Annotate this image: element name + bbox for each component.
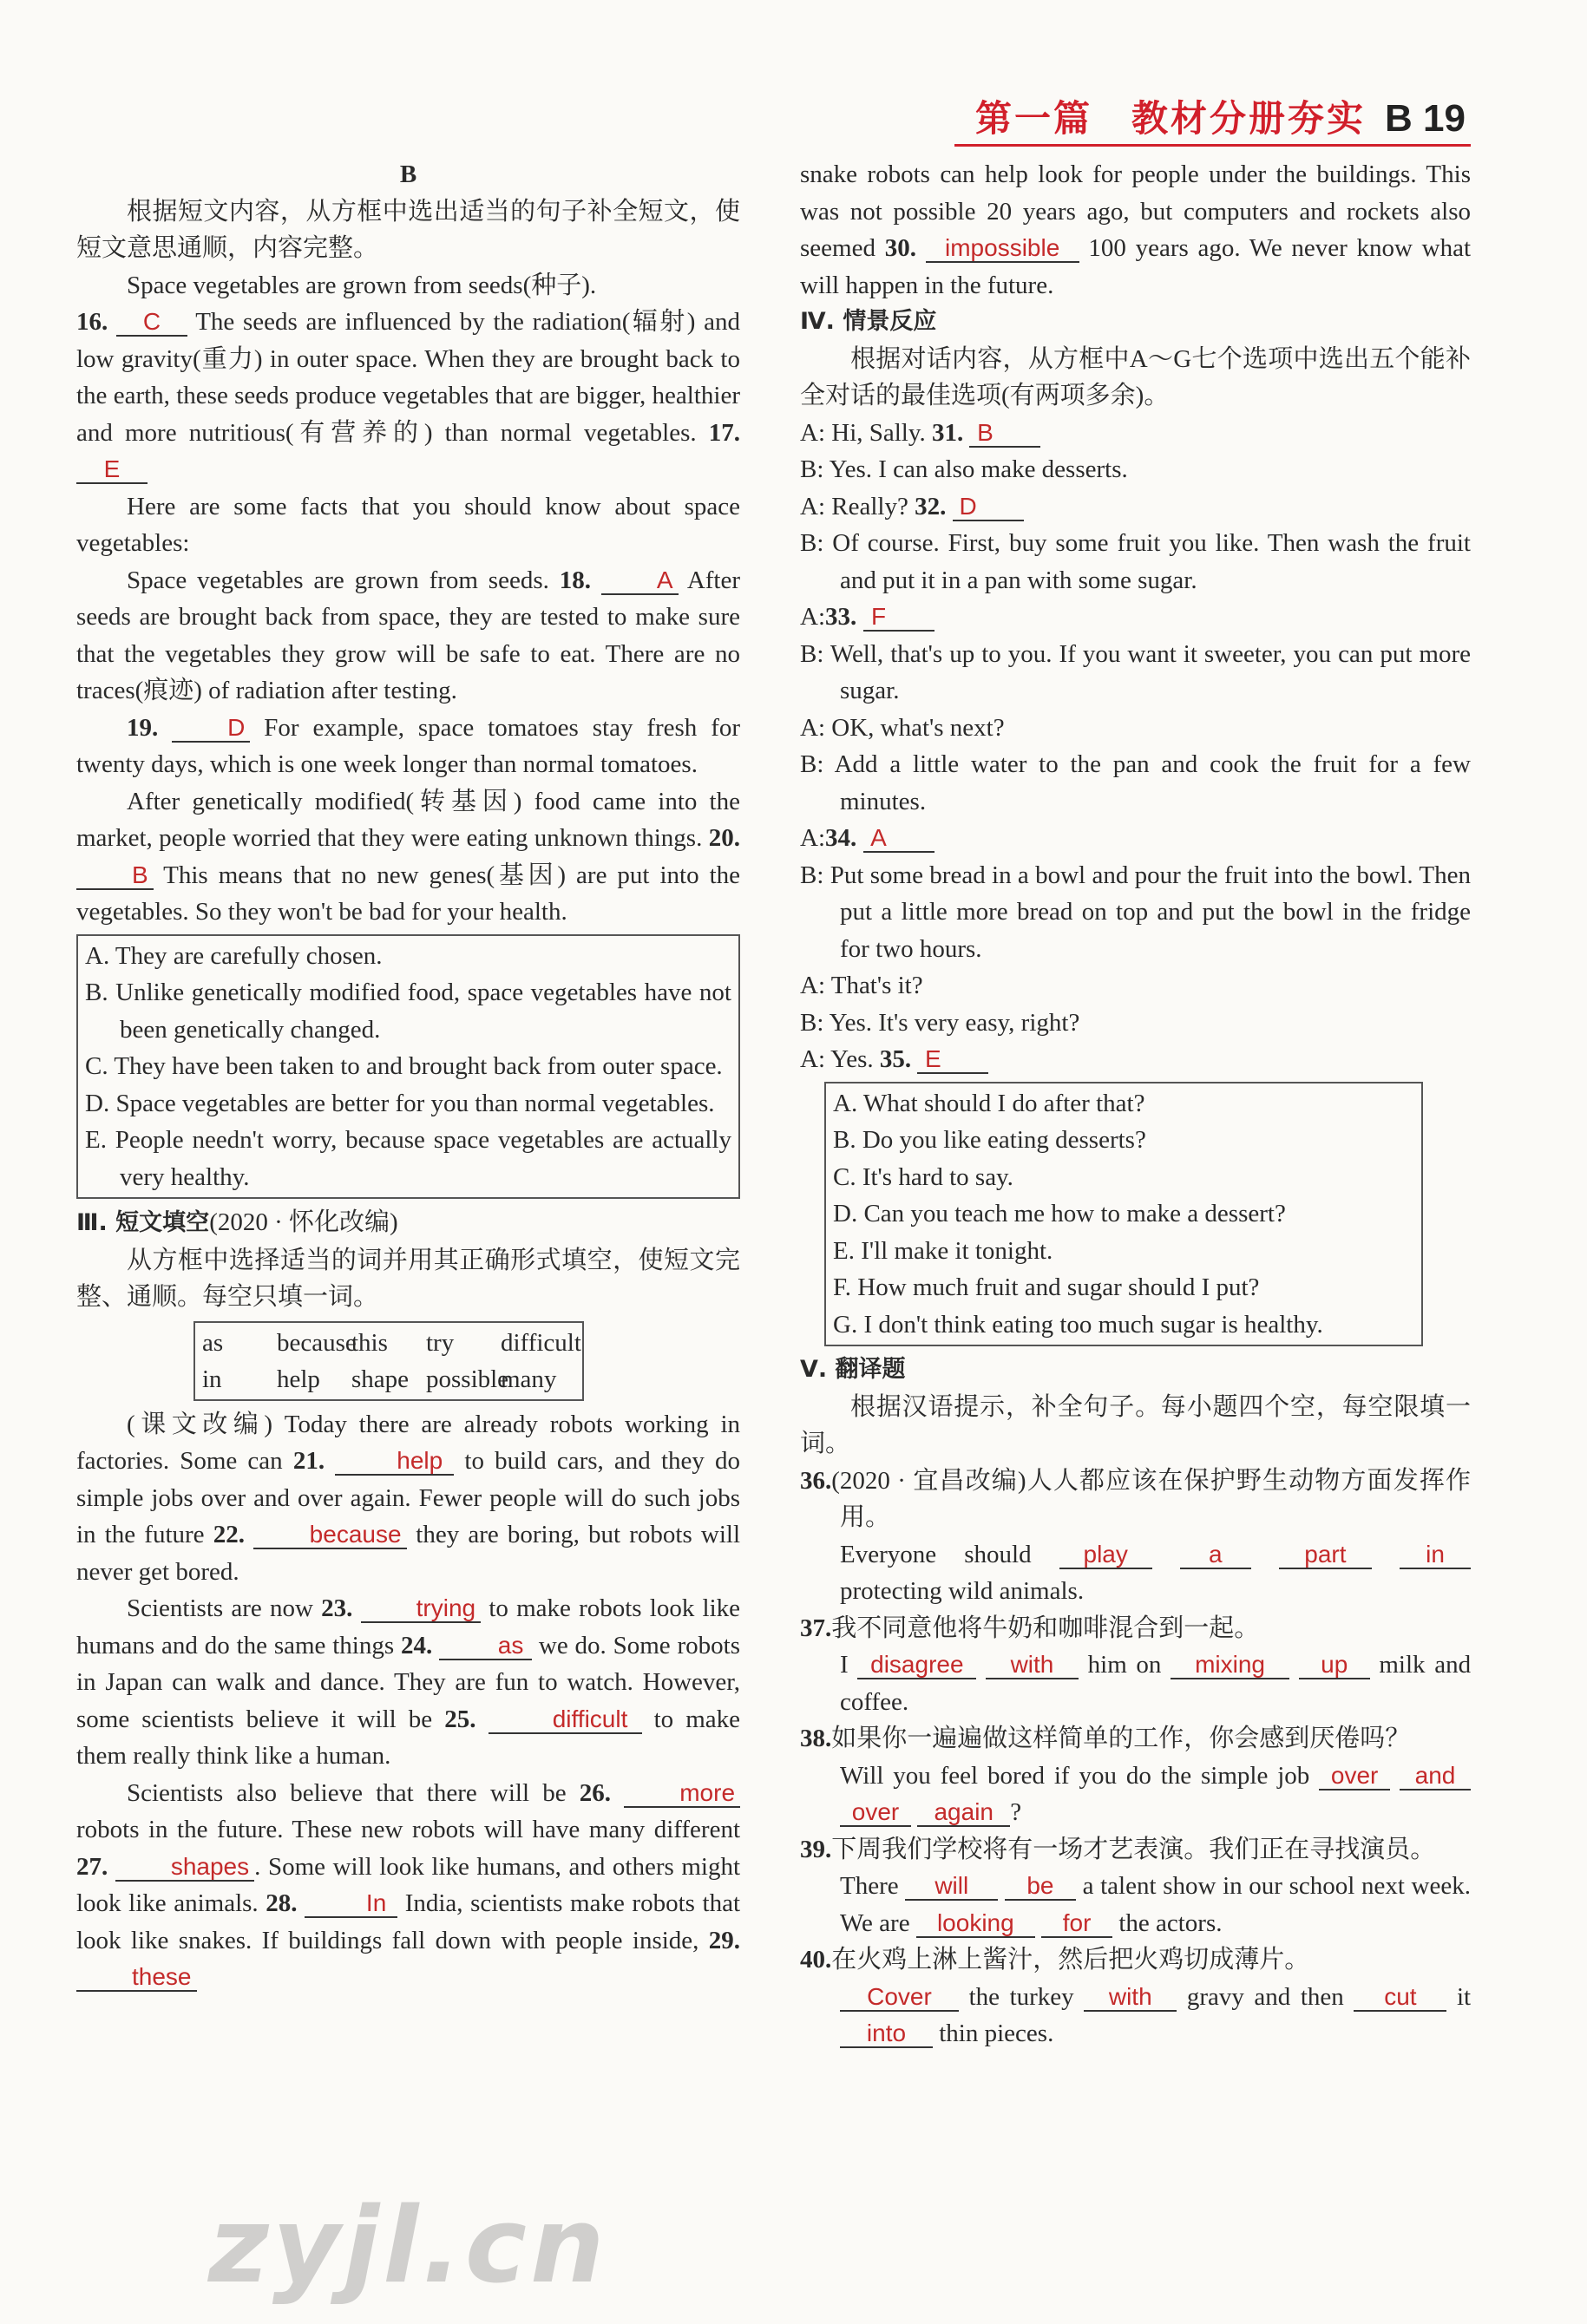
c-text-12: snake robots can help look for people under the buildings. This was not possible 20 years ago, but computers and rockets also seemed [800,160,1471,262]
right-column [800,156,1471,2052]
section-4-instruction: 根据对话内容，从方框中A～G七个选项中选出五个能补全对话的最佳选项(有两项多余)。 [800,344,1471,409]
q37-en-2: him on [1087,1651,1162,1679]
q38-english [800,1758,1471,1831]
page-number: B 19 [1385,97,1466,140]
q27-number: 27. [76,1852,108,1881]
q38-en-2: ? [1010,1798,1022,1826]
q18-number: 18. [559,566,591,594]
q40-en-4: thin pieces. [939,2020,1054,2047]
dialog-text-13: A: Yes. [800,1045,874,1073]
d-option-d: D. Can you teach me how to make a dessert? [833,1200,1286,1227]
dialog-text-3: A: Really? [800,492,908,520]
answer-28: In [305,1890,397,1918]
b-paragraph-4 [76,562,740,710]
d-option-b: B. Do you like eating desserts? [833,1126,1146,1154]
d-option-a: A. What should I do after that? [833,1089,1145,1117]
q37-cn-text: 我不同意他将牛奶和咖啡混合到一起。 [831,1614,1260,1642]
word-bank [193,1321,584,1401]
c-text-10: . Some will look like humans, and others might look like animals. [76,1852,741,1917]
q40-number: 40. [800,1946,832,1974]
b-paragraph-6 [76,783,740,931]
b-text-4: Space vegetables are grown from seeds. [127,566,549,594]
word-shape: shape [351,1365,410,1393]
dialog-line-3 [800,488,1471,526]
header-rule [954,144,1471,147]
answer-23: trying [361,1595,481,1623]
c-text-6: we do. Some robots in Japan can walk and dance. They are fun to watch. However, some scientists believe it will be [76,1631,740,1733]
dialog-line-5 [800,599,1471,636]
q39-en-3: the actors. [1118,1908,1223,1937]
d-options-box [824,1082,1423,1347]
word-try: try [426,1328,455,1357]
q16-number: 16. [76,308,108,336]
answer-38-4: again [917,1799,1010,1827]
b-option-d: D. Space vegetables are better for you than normal vegetables. [85,1089,715,1117]
d-option-f: F. How much fruit and sugar should I put? [833,1273,1260,1301]
answer-20: B [76,862,154,890]
section-b-title: B [399,160,417,188]
answer-34: A [863,825,934,853]
q40-english [800,1979,1471,2052]
header-title: 第一篇 教材分册夯实 [975,97,1367,140]
q36-english [800,1536,1471,1610]
answer-32: D [953,494,1024,521]
answer-30: impossible [926,235,1079,263]
answer-37-3: mixing [1171,1652,1289,1679]
page-header [975,90,1466,142]
answer-22: because [253,1522,407,1549]
answer-36-2: a [1180,1542,1251,1569]
b-option-e: E. People needn't worry, because space vegetables are actually very healthy. [85,1126,731,1191]
c-text-1: (课文改编) Today there are already robots working in factories. Some can [76,1410,740,1475]
answer-40-2: with [1084,1984,1177,2012]
q40-chinese [800,1941,1471,1979]
b-instruction: 根据短文内容，从方框中选出适当的句子补全短文，使短文意思通顺，内容完整。 [76,197,740,262]
b-text-2: The seeds are influenced by the radiation(辐射) and low gravity(重力) in outer space. When they are brought back to the earth, these seeds produce vegetables that are bigger, healthier and more nutritious(有营养的) than normal vegetables. [76,308,741,447]
answer-38-1: over [1319,1763,1390,1790]
c-text-9: robots in the future. These new robots will have many different [76,1816,740,1843]
q37-chinese [800,1610,1471,1647]
dialog-line-12: B: Yes. It's very easy, right? [800,1008,1080,1037]
q36-en-2: protecting wild animals. [840,1577,1085,1605]
c-text-3: they are boring, but robots will never get bored. [76,1521,741,1586]
c-text-4: Scientists are now [127,1594,313,1622]
q31-number: 31. [931,418,964,447]
answer-36-1: play [1059,1542,1152,1569]
answer-25: difficult [489,1706,642,1734]
dialog-line-11: A: That's it? [800,972,923,999]
q36-chinese [800,1463,1471,1536]
answer-36-3: part [1279,1542,1372,1569]
q38-cn-text: 如果你一遍遍做这样简单的工作，你会感到厌倦吗？ [831,1725,1411,1752]
section-3-instruction: 从方框中选择适当的词并用其正确形式填空，使短文完整、通顺。每空只填一词。 [76,1246,740,1311]
dialog-text-5: A: [800,603,825,631]
q35-number: 35. [879,1045,912,1073]
c-paragraph-1 [76,1406,740,1591]
section-4-title: Ⅳ. 情景反应 [800,308,937,335]
dialog-line-1 [800,415,1471,452]
answer-27: shapes [115,1854,254,1882]
dialog-line-13 [800,1041,1471,1078]
section-3-heading [76,1204,740,1242]
q29-number: 29. [708,1926,741,1954]
c-text-5: to make robots look like humans and do the same things [76,1594,741,1660]
b-paragraph-2 [76,304,740,488]
q20-number: 20. [708,824,740,852]
c-paragraph-2 [76,1590,740,1775]
word-as: as [202,1328,224,1357]
answer-33: F [863,604,934,632]
section-3-title: Ⅲ. 短文填空 [76,1209,210,1236]
q40-en-3: it [1456,1982,1472,2011]
q39-chinese [800,1831,1471,1869]
b-paragraph-5 [76,710,740,783]
q26-number: 26. [579,1778,612,1807]
q37-number: 37. [800,1614,832,1642]
q25-number: 25. [444,1705,476,1733]
b-paragraph-3: Here are some facts that you should know about space vegetables: [76,492,740,557]
dialog-line-10: B: Put some bread in a bowl and pour the fruit into the bowl. Then put a little more bread on top and put the bowl in the fridge for two hours. [800,861,1471,963]
answer-17: E [76,456,148,484]
d-option-g: G. I don't think eating too much sugar is healthy. [833,1310,1323,1339]
q39-cn-text: 下周我们学校将有一场才艺表演。我们正在寻找演员。 [831,1835,1436,1863]
q40-en-1: the turkey [968,1982,1074,2011]
answer-31: B [969,420,1040,448]
answer-16: C [116,309,187,337]
dialog [800,415,1471,1078]
c-text-7: to make them really think like a human. [76,1705,741,1770]
b-text-5: After seeds are brought back from space, they are tested to make sure that the vegetables they grow will be safe to eat. There are no traces(痕迹) of radiation after testing. [76,566,741,704]
answer-37-1: disagree [857,1652,976,1679]
q21-number: 21. [292,1447,325,1475]
q38-en-1: Will you feel bored if you do the simple job [840,1761,1310,1790]
answer-36-4: in [1400,1542,1471,1569]
c-text-11: India, scientists make robots that look like snakes. If buildings fall down with people inside, [76,1889,741,1954]
q37-english [800,1646,1471,1720]
q36-number: 36. [800,1466,832,1495]
b-option-b: B. Unlike genetically modified food, space vegetables have not been genetically changed. [85,979,731,1044]
section-5-title: Ⅴ. 翻译题 [800,1356,906,1383]
b-option-a: A. They are carefully chosen. [85,941,383,970]
answer-19: D [172,715,250,743]
answer-26: more [624,1780,740,1808]
q17-number: 17. [708,418,740,447]
q36-cn-text: (2020 · 宜昌改编)人人都应该在保护野生动物方面发挥作用。 [831,1466,1471,1531]
q33-number: 33. [825,603,857,631]
q34-number: 34. [825,824,857,852]
section-5-instruction: 根据汉语提示，补全句子。每小题四个空，每空限填一词。 [800,1392,1471,1457]
word-in: in [202,1365,222,1393]
q37-en-3: milk and coffee. [840,1651,1472,1716]
q36-en-1: Everyone should [840,1540,1032,1568]
d-option-c: C. It's hard to say. [833,1162,1013,1191]
answer-18: A [601,567,679,595]
dialog-line-9 [800,820,1471,857]
answer-37-2: with [986,1652,1079,1679]
answer-29: these [76,1964,197,1992]
q30-number: 30. [884,234,916,262]
dialog-text-9: A: [800,824,825,852]
c-paragraph-4 [800,156,1471,304]
d-option-e: E. I'll make it tonight. [833,1236,1053,1265]
b-options-box [76,934,740,1200]
answer-40-4: into [840,2020,933,2048]
dialog-text-1: A: Hi, Sally. [800,418,926,447]
c-text-8: Scientists also believe that there will be [127,1778,567,1807]
c-text-2: to build cars, and they do simple jobs over and over again. Fewer people will do such jobs in the future [76,1447,741,1548]
watermark: zyjl.cn [208,2186,608,2307]
q37-en-1: I [840,1651,849,1679]
q19-number: 19. [127,713,159,742]
b-text-8: This means that no new genes(基因) are put into the vegetables. So they won't be bad for your health. [76,861,740,926]
left-column [76,156,740,1996]
answer-38-2: and [1400,1763,1471,1790]
answer-39-3: looking [916,1910,1035,1938]
answer-21: help [335,1448,454,1476]
word-because: because [277,1328,357,1357]
q40-cn-text: 在火鸡上淋上酱汁，然后把火鸡切成薄片。 [831,1946,1310,1974]
c-paragraph-3 [76,1775,740,1996]
word-difficult: difficult [501,1328,581,1357]
q39-number: 39. [800,1835,832,1863]
q40-en-2: gravy and then [1186,1982,1344,2011]
q32-number: 32. [915,492,947,520]
answer-39-2: be [1005,1873,1076,1901]
word-help: help [277,1365,320,1393]
dialog-line-6: B: Well, that's up to you. If you want it sweeter, you can put more sugar. [800,639,1471,704]
q24-number: 24. [400,1631,433,1660]
q38-chinese [800,1720,1471,1758]
dialog-line-8: B: Add a little water to the pan and cook the fruit for a few minutes. [800,750,1471,815]
q39-english [800,1868,1471,1941]
dialog-line-2: B: Yes. I can also make desserts. [800,455,1128,483]
b-text-6: For example, space tomatoes stay fresh for twenty days, which is one week longer than normal tomatoes. [76,713,741,778]
section-3-source: (2020 · 怀化改编) [209,1208,398,1236]
b-option-c: C. They have been taken to and brought back from outer space. [85,1052,723,1080]
b-text-7: After genetically modified(转基因) food came into the market, people worried that they were eating unknown things. [76,787,740,852]
answer-38-3: over [840,1799,911,1827]
answer-39-4: for [1041,1910,1112,1938]
q28-number: 28. [266,1889,298,1917]
dialog-line-4: B: Of course. First, buy some fruit you like. Then wash the fruit and put it in a pan with some sugar. [800,529,1471,594]
answer-35: E [917,1046,988,1074]
answer-39-1: will [905,1873,998,1901]
answer-40-1: Cover [840,1984,959,2012]
answer-40-3: cut [1354,1984,1446,2012]
c-text-13: 100 years ago. We never know what will happen in the future. [800,234,1472,299]
word-this: this [351,1328,388,1357]
word-possible: possible [426,1365,509,1393]
b-paragraph-1: Space vegetables are grown from seeds(种子). [127,271,597,299]
word-many: many [501,1365,557,1393]
q23-number: 23. [321,1594,353,1622]
answer-24: as [439,1633,532,1660]
q39-en-2: a talent show in our school next week. We are [840,1872,1471,1937]
q39-en-1: There [840,1872,899,1900]
q38-number: 38. [800,1725,832,1752]
q22-number: 22. [213,1521,245,1548]
dialog-line-7: A: OK, what's next? [800,713,1005,742]
answer-37-4: up [1299,1652,1370,1679]
